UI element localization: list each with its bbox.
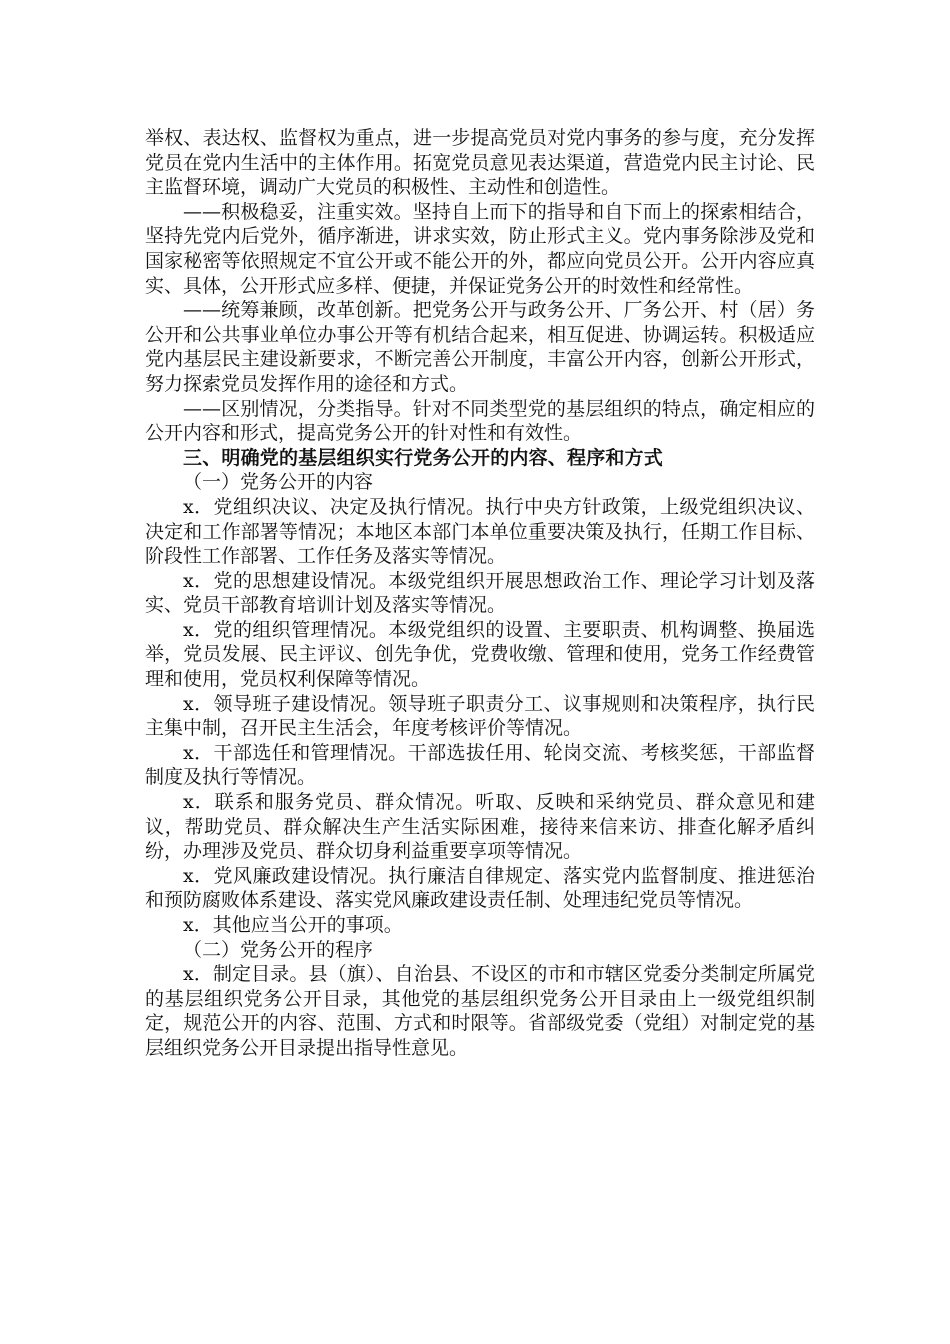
paragraph-rights-focus: 举权、表达权、监督权为重点，进一步提高党员对党内事务的参与度，充分发挥党员在党内生活中的主体作用。拓宽党员意见表达渠道，营造党内民主讨论、民主监督环境，调动广大党员的积极性、主动性和创造性。 [145, 127, 815, 199]
list-item-leadership: x．领导班子建设情况。领导班子职责分工、议事规则和决策程序，执行民主集中制，召开民主生活会，年度考核评价等情况。 [145, 692, 815, 740]
paragraph-coordination-innovation: ——统筹兼顾，改革创新。把党务公开与政务公开、厂务公开、村（居）务公开和公共事业单位办事公开等有机结合起来，相互促进、协调运转。积极适应党内基层民主建设新要求，不断完善公开制度，丰富公开内容，创新公开形式，努力探索党员发挥作用的途径和方式。 [145, 299, 815, 395]
list-item-integrity: x．党风廉政建设情况。执行廉洁自律规定、落实党内监督制度、推进惩治和预防腐败体系建设、落实党风廉政建设责任制、处理违纪党员等情况。 [145, 864, 815, 912]
subheading-procedure: （二）党务公开的程序 [183, 938, 374, 961]
list-item-organization: x．党的组织管理情况。本级党组织的设置、主要职责、机构调整、换届选举，党员发展、民主评议、创先争优，党费收缴、管理和使用，党务工作经费管理和使用，党员权利保障等情况。 [145, 618, 815, 691]
paragraph-classified-guidance: ——区别情况，分类指导。针对不同类型党的基层组织的特点，确定相应的公开内容和形式，提高党务公开的针对性和有效性。 [145, 397, 815, 445]
list-item-cadre: x．干部选任和管理情况。干部选拔任用、轮岗交流、考核奖惩，干部监督制度及执行等情况。 [145, 741, 815, 789]
list-item-ideological: x．党的思想建设情况。本级党组织开展思想政治工作、理论学习计划及落实、党员干部教育培训计划及落实等情况。 [145, 569, 815, 617]
list-item-service: x．联系和服务党员、群众情况。听取、反映和采纳党员、群众意见和建议，帮助党员、群众解决生产生活实际困难，接待来信来访、排查化解矛盾纠纷，办理涉及党员、群众切身利益重要享项等情况。 [145, 791, 815, 863]
list-item-other: x．其他应当公开的事项。 [183, 914, 403, 936]
list-item-catalog: x．制定目录。县（旗）、自治县、不设区的市和市辖区党委分类制定所属党的基层组织党务公开目录，其他党的基层组织党务公开目录由上一级党组织制定，规范公开的内容、范围、方式和时限等。省部级党委（党组）对制定党的基层组织党务公开目录提出指导性意见。 [145, 963, 815, 1059]
section-heading-three: 三、明确党的基层组织实行党务公开的内容、程序和方式 [183, 446, 664, 469]
document-page [145, 126, 815, 1061]
paragraph-steady-effective: ——积极稳妥，注重实效。坚持自上而下的指导和自下而上的探索相结合，坚持先党内后党外，循序渐进，讲求实效，防止形式主义。党内事务除涉及党和国家秘密等依照规定不宜公开或不能公开的外，都应向党员公开。公开内容应真实、具体，公开形式应多样、便捷，并保证党务公开的时效性和经常性。 [145, 200, 815, 297]
subheading-content: （一）党务公开的内容 [183, 471, 374, 494]
list-item-resolutions: x．党组织决议、决定及执行情况。执行中央方针政策，上级党组织决议、决定和工作部署等情况；本地区本部门本单位重要决策及执行，任期工作目标、阶段性工作部署、工作任务及落实等情况。 [145, 495, 815, 568]
